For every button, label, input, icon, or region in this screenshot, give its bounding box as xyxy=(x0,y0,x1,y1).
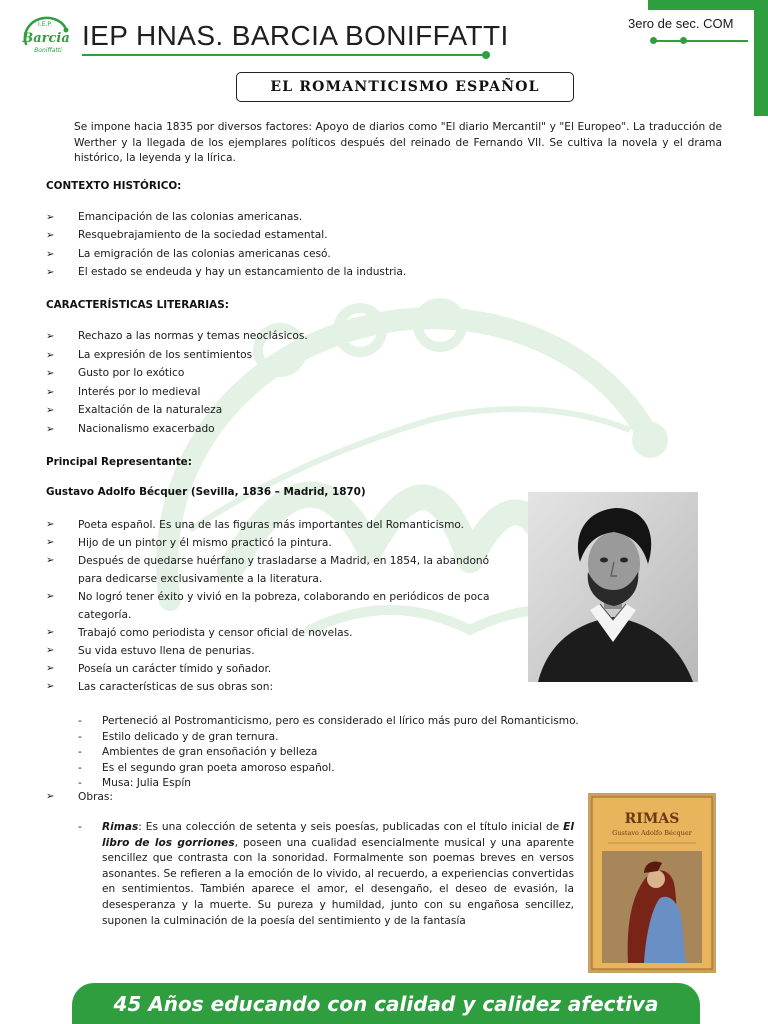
list-item: ➢ Su vida estuvo llena de penurias. xyxy=(46,642,516,660)
dash-bullet: - xyxy=(78,746,82,758)
list-item: - Perteneció al Postromanticismo, pero es considerado el lírico más puro del Romanticismo. xyxy=(78,714,718,730)
arrow-bullet-icon: ➢ xyxy=(46,645,55,656)
grade-dot xyxy=(680,37,687,44)
page-title-box xyxy=(236,72,574,102)
intro-paragraph: Se impone hacia 1835 por diversos factores: Apoyo de diarios como "El diario Mercantil" y "El Europeo". La traducción de Werther y la llegada de los ejemplares políticos después del reinado de Fernando VII. Se cultiva la novela y el drama histórico, la leyenda y la lírica. xyxy=(74,121,722,164)
section-heading-caracteristicas: CARACTERÍSTICAS LITERARIAS: xyxy=(46,299,229,311)
arrow-bullet-icon: ➢ xyxy=(46,386,55,398)
footer-banner xyxy=(72,983,700,1024)
rimas-book-cover xyxy=(588,793,716,973)
arrow-bullet-icon: ➢ xyxy=(46,591,55,602)
arrow-bullet-icon: ➢ xyxy=(46,663,55,674)
arrow-bullet-icon: ➢ xyxy=(46,405,55,416)
list-item: ➢ El estado se endeuda y hay un estancamiento de la industria. xyxy=(46,265,407,278)
grade-underline xyxy=(653,40,748,42)
arrow-bullet-icon: ➢ xyxy=(46,627,55,638)
arrow-bullet-icon: ➢ xyxy=(46,519,55,530)
arrow-bullet-icon: ➢ xyxy=(46,331,55,342)
rimas-title: Rimas xyxy=(102,821,139,833)
list-item: ➢ Resquebrajamiento de la sociedad estamental. xyxy=(46,229,328,242)
grade-dot xyxy=(650,37,657,44)
rimas-description xyxy=(78,820,574,929)
logo-small-text: I.E.P. xyxy=(38,21,52,28)
list-item: ➢ Poeta español. Es una de las figuras más importantes del Romanticismo. xyxy=(46,516,516,534)
list-item: ➢ Hijo de un pintor y él mismo practicó la pintura. xyxy=(46,534,516,552)
arrow-bullet-icon: ➢ xyxy=(46,230,55,242)
arrow-bullet-icon: ➢ xyxy=(46,349,55,361)
caracteristicas-list xyxy=(46,329,706,440)
arrow-bullet-icon: ➢ xyxy=(46,681,55,692)
list-item: ➢ La emigración de las colonias americanas cesó. xyxy=(46,247,331,260)
book-title: RIMAS xyxy=(624,811,680,827)
arrow-bullet-icon: ➢ xyxy=(46,368,55,379)
page-title: EL ROMANTICISMO ESPAÑOL xyxy=(270,79,540,95)
obras-list xyxy=(46,791,113,803)
biography-list xyxy=(46,516,516,696)
arrow-bullet-icon: ➢ xyxy=(46,266,55,278)
obras-caracteristicas-list xyxy=(78,714,718,792)
arrow-bullet-icon: ➢ xyxy=(46,791,55,802)
list-item: ➢ Las características de sus obras son: xyxy=(46,678,516,696)
dash-bullet: - xyxy=(78,730,82,743)
rimas-paragraph: - Rimas: Es una colección de setenta y seis poesías, publicadas con el título inicial de El libro de los gorriones, poseen una cualidad esencialmente musical y una aparente sencillez que contrasta con la sonoridad. Formalmente son poemas breves en versos asonantes. Se refieren a la emoción de lo vivido, al recuerdo, a experiencias convertidas en sentimientos. También aparece el amor, el desengaño, el deseo de evasión, la desesperanza y la muerte. Su pureza y humildad, junto con su engañosa sencillez, suponen la culminación de la poesía del sentimiento y de la fantasía xyxy=(78,821,574,927)
list-item: ➢ Obras: xyxy=(46,791,113,803)
arrow-bullet-icon: ➢ xyxy=(46,248,55,260)
corner-accent-bar xyxy=(754,0,768,116)
header-underline-dot xyxy=(482,51,490,59)
dash-bullet: - xyxy=(78,715,82,727)
arrow-bullet-icon: ➢ xyxy=(46,555,55,566)
list-item: ➢ Nacionalismo exacerbado xyxy=(46,422,215,435)
list-item: ➢ Poseía un carácter tímido y soñador. xyxy=(46,660,516,678)
school-logo xyxy=(20,14,70,60)
contexto-list xyxy=(46,210,706,283)
list-item: - Es el segundo gran poeta amoroso español. xyxy=(78,761,718,777)
header-underline xyxy=(82,54,486,56)
list-item: ➢ Trabajó como periodista y censor oficial de novelas. xyxy=(46,624,516,642)
list-item: ➢ La expresión de los sentimientos xyxy=(46,348,253,361)
rimas-original-title: El libro de los gorriones xyxy=(102,821,574,849)
list-item: - Ambientes de gran ensoñación y belleza xyxy=(78,745,718,761)
list-item: ➢ Después de quedarse huérfano y trasladarse a Madrid, en 1854, la abandonó para dedicarse exclusivamente a la literatura. xyxy=(46,552,516,588)
section-heading-contexto: CONTEXTO HISTÓRICO: xyxy=(46,180,182,192)
list-item: ➢ No logró tener éxito y vivió en la pobreza, colaborando en periódicos de poca categoría. xyxy=(46,588,516,624)
becquer-portrait xyxy=(528,492,698,682)
grade-label: 3ero de sec. COM xyxy=(628,16,734,31)
dash-bullet: - xyxy=(78,821,82,833)
logo-sub-text: Boniffatti xyxy=(34,47,62,54)
dash-bullet: - xyxy=(78,777,82,789)
list-item: - Musa: Julia Espín xyxy=(78,776,718,792)
school-name: IEP HNAS. BARCIA BONIFFATTI xyxy=(82,20,509,51)
arrow-bullet-icon: ➢ xyxy=(46,212,55,223)
logo-text: Barcia xyxy=(22,31,70,46)
arrow-bullet-icon: ➢ xyxy=(46,537,55,548)
list-item: - Estilo delicado y de gran ternura. xyxy=(78,730,718,746)
list-item: ➢ Exaltación de la naturaleza xyxy=(46,404,223,416)
footer-slogan: 45 Años educando con calidad y calidez afectiva xyxy=(113,991,659,1016)
book-author: Gustavo Adolfo Bécquer xyxy=(612,829,692,837)
dash-bullet: - xyxy=(78,761,82,774)
arrow-bullet-icon: ➢ xyxy=(46,423,55,435)
author-heading: Gustavo Adolfo Bécquer (Sevilla, 1836 – Madrid, 1870) xyxy=(46,486,366,498)
section-heading-representante: Principal Representante: xyxy=(46,456,192,468)
list-item: ➢ Interés por lo medieval xyxy=(46,385,201,398)
list-item: ➢ Rechazo a las normas y temas neoclásicos. xyxy=(46,330,308,342)
list-item: ➢ Gusto por lo exótico xyxy=(46,367,185,379)
list-item: ➢ Emancipación de las colonias americanas. xyxy=(46,211,303,223)
corner-accent-top xyxy=(648,0,768,10)
